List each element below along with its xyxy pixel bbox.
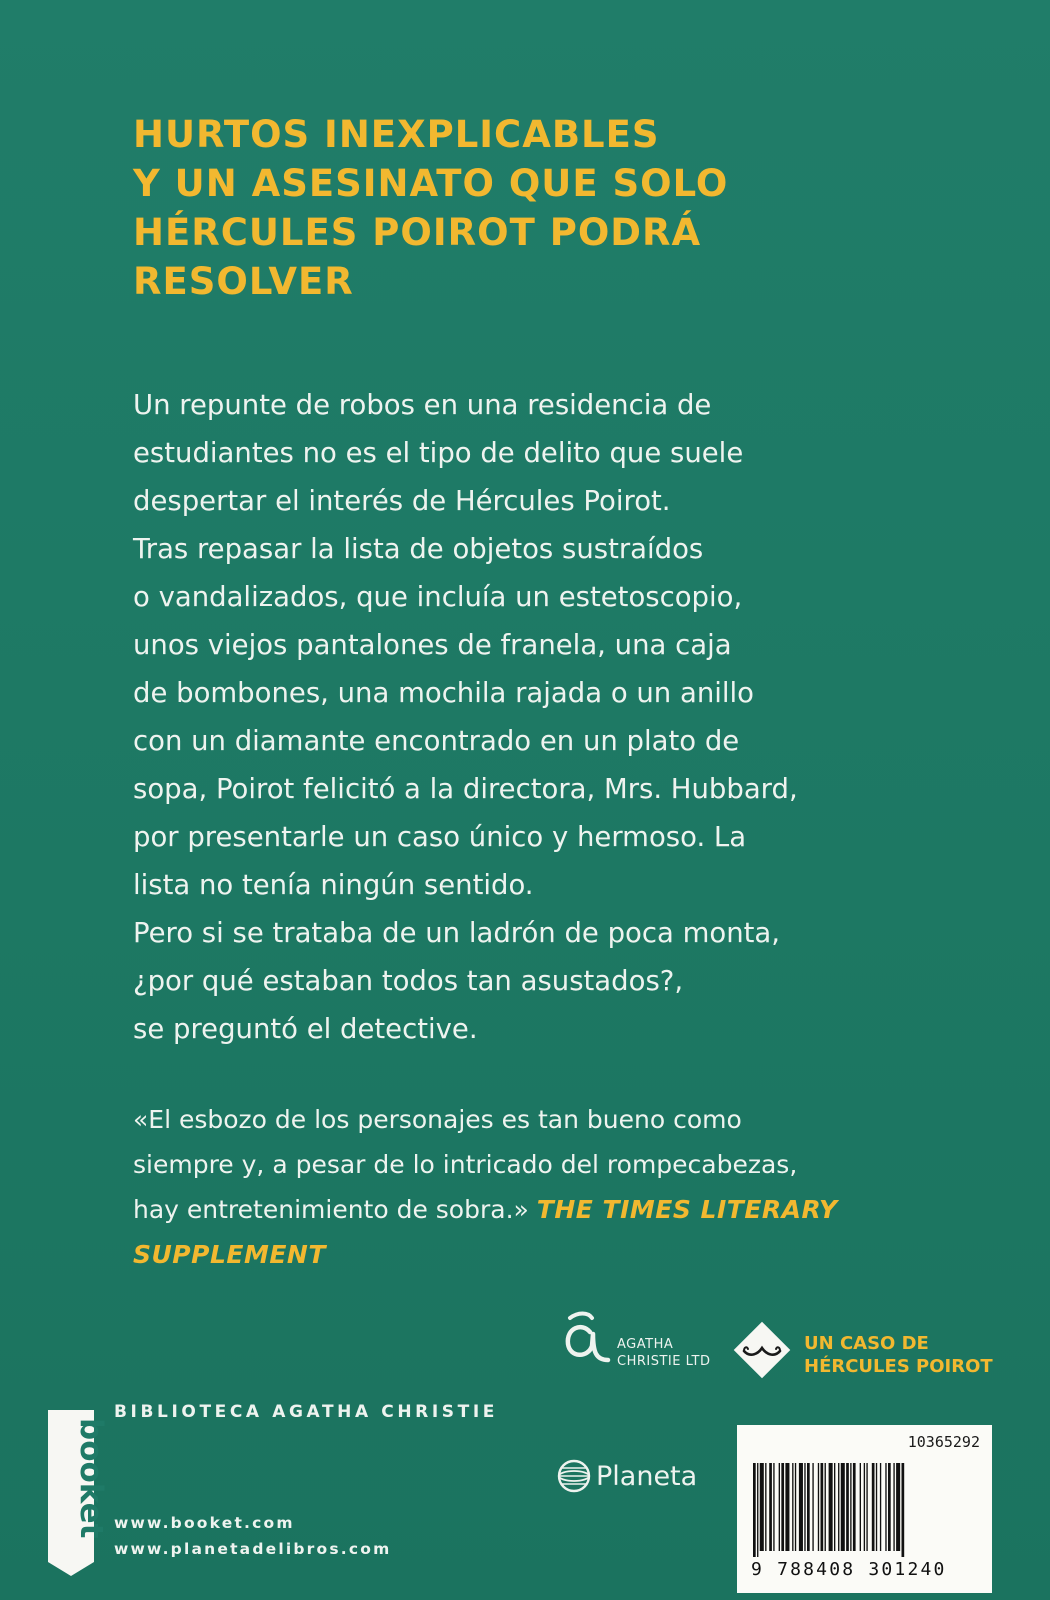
publisher-name: Planeta xyxy=(596,1461,698,1492)
barcode-bar xyxy=(821,1463,824,1551)
synopsis-line: lista no tenía ningún sentido. xyxy=(133,869,534,901)
barcode-bar xyxy=(902,1463,905,1557)
quote-line: «El esbozo de los personajes es tan bueno como xyxy=(133,1105,742,1134)
headline-line: HURTOS INEXPLICABLES xyxy=(133,113,660,156)
barcode-bar xyxy=(779,1463,780,1551)
synopsis-line: unos viejos pantalones de franela, una caja xyxy=(133,629,732,661)
barcode-bar xyxy=(753,1463,756,1557)
barcode-bar xyxy=(872,1463,875,1551)
quote-line: siempre y, a pesar de lo intricado del rompecabezas, xyxy=(133,1150,798,1179)
booket-logo xyxy=(38,1408,109,1578)
barcode-bar xyxy=(876,1463,877,1551)
synopsis-line: con un diamante encontrado en un plato de xyxy=(133,725,740,757)
synopsis-line: Un repunte de robos en una residencia de xyxy=(133,389,712,421)
barcode-bar xyxy=(888,1463,891,1551)
series-badge-line: UN CASO DE xyxy=(804,1333,929,1354)
booket-logo-text: booket xyxy=(73,1418,109,1539)
agatha-christie-logo-line: AGATHA xyxy=(617,1337,674,1352)
barcode-bar xyxy=(853,1463,856,1551)
synopsis-line: Tras repasar la lista de objetos sustraídos xyxy=(133,533,704,565)
headline-line: HÉRCULES POIROT PODRÁ xyxy=(133,211,702,254)
barcode-bar xyxy=(818,1463,819,1551)
barcode-bar xyxy=(781,1463,784,1551)
headline-line: RESOLVER xyxy=(133,260,354,303)
quote-line-text: hay entretenimiento de sobra.» xyxy=(133,1195,529,1224)
barcode-bar xyxy=(864,1463,865,1551)
synopsis-line: Pero si se trataba de un ladrón de poca monta, xyxy=(133,917,781,949)
synopsis-line: por presentarle un caso único y hermoso. La xyxy=(133,821,747,853)
barcode-bar xyxy=(846,1463,849,1551)
barcode-bar xyxy=(841,1463,845,1551)
quote-source-continued: SUPPLEMENT xyxy=(133,1240,326,1269)
internal-code: 10365292 xyxy=(907,1433,980,1451)
isbn-number: 9 788408 301240 xyxy=(751,1559,947,1580)
barcode-bar xyxy=(757,1463,758,1557)
series-badge xyxy=(804,1332,993,1378)
barcode-bar xyxy=(799,1463,803,1551)
synopsis-line: se preguntó el detective. xyxy=(133,1013,478,1045)
quote-line-3 xyxy=(133,1187,933,1232)
website-links xyxy=(114,1510,391,1562)
synopsis-line: de bombones, una mochila rajada o un anillo xyxy=(133,677,755,709)
barcode-bar xyxy=(829,1463,833,1551)
synopsis-line: estudiantes no es el tipo de delito que suele xyxy=(133,437,744,469)
synopsis-line: ¿por qué estaban todos tan asustados?, xyxy=(133,965,684,997)
synopsis-line: despertar el interés de Hércules Poirot. xyxy=(133,485,671,517)
barcode-bar xyxy=(880,1463,881,1551)
barcode-bar xyxy=(769,1463,772,1551)
barcode-bar xyxy=(825,1463,826,1551)
url-planeta: www.planetadelibros.com xyxy=(114,1540,392,1558)
barcode-bar xyxy=(760,1463,764,1551)
url-booket: www.booket.com xyxy=(114,1514,295,1532)
press-quote xyxy=(133,1097,933,1277)
barcode-bar xyxy=(834,1463,835,1551)
headline-line: Y UN ASESINATO QUE SOLO xyxy=(133,162,729,205)
moustache-diamond-icon xyxy=(730,1318,794,1382)
barcode-bar xyxy=(785,1463,789,1551)
barcode-bar xyxy=(807,1463,810,1551)
planeta-globe-icon xyxy=(556,1458,592,1494)
quote-source: THE TIMES LITERARY xyxy=(536,1195,838,1224)
synopsis xyxy=(133,381,923,1053)
barcode-bar xyxy=(765,1463,766,1551)
headline xyxy=(133,110,953,306)
barcode-bar xyxy=(885,1463,886,1551)
agatha-christie-icon xyxy=(562,1310,612,1366)
barcode-bar xyxy=(893,1463,894,1551)
barcode-panel xyxy=(737,1425,992,1593)
agatha-christie-logo-text xyxy=(617,1336,711,1370)
synopsis-line: sopa, Poirot felicitó a la directora, Mrs. Hubbard, xyxy=(133,773,798,805)
agatha-christie-logo-line: CHRISTIE LTD xyxy=(617,1354,711,1369)
barcode-bar xyxy=(866,1463,867,1551)
barcode-bar xyxy=(773,1463,774,1551)
barcode-bar xyxy=(804,1463,805,1551)
barcode-bar xyxy=(838,1463,839,1551)
collection-name: BIBLIOTECA AGATHA CHRISTIE xyxy=(114,1402,498,1422)
series-badge-line: HÉRCULES POIROT xyxy=(804,1356,993,1377)
barcode-bar xyxy=(860,1463,861,1551)
barcode xyxy=(751,1463,979,1557)
barcode-bar xyxy=(795,1463,796,1551)
barcode-bar xyxy=(896,1463,900,1551)
synopsis-line: o vandalizados, que incluía un estetoscopio, xyxy=(133,581,743,613)
barcode-bar xyxy=(850,1463,851,1551)
barcode-bar xyxy=(812,1463,813,1551)
barcode-bar xyxy=(792,1463,793,1551)
